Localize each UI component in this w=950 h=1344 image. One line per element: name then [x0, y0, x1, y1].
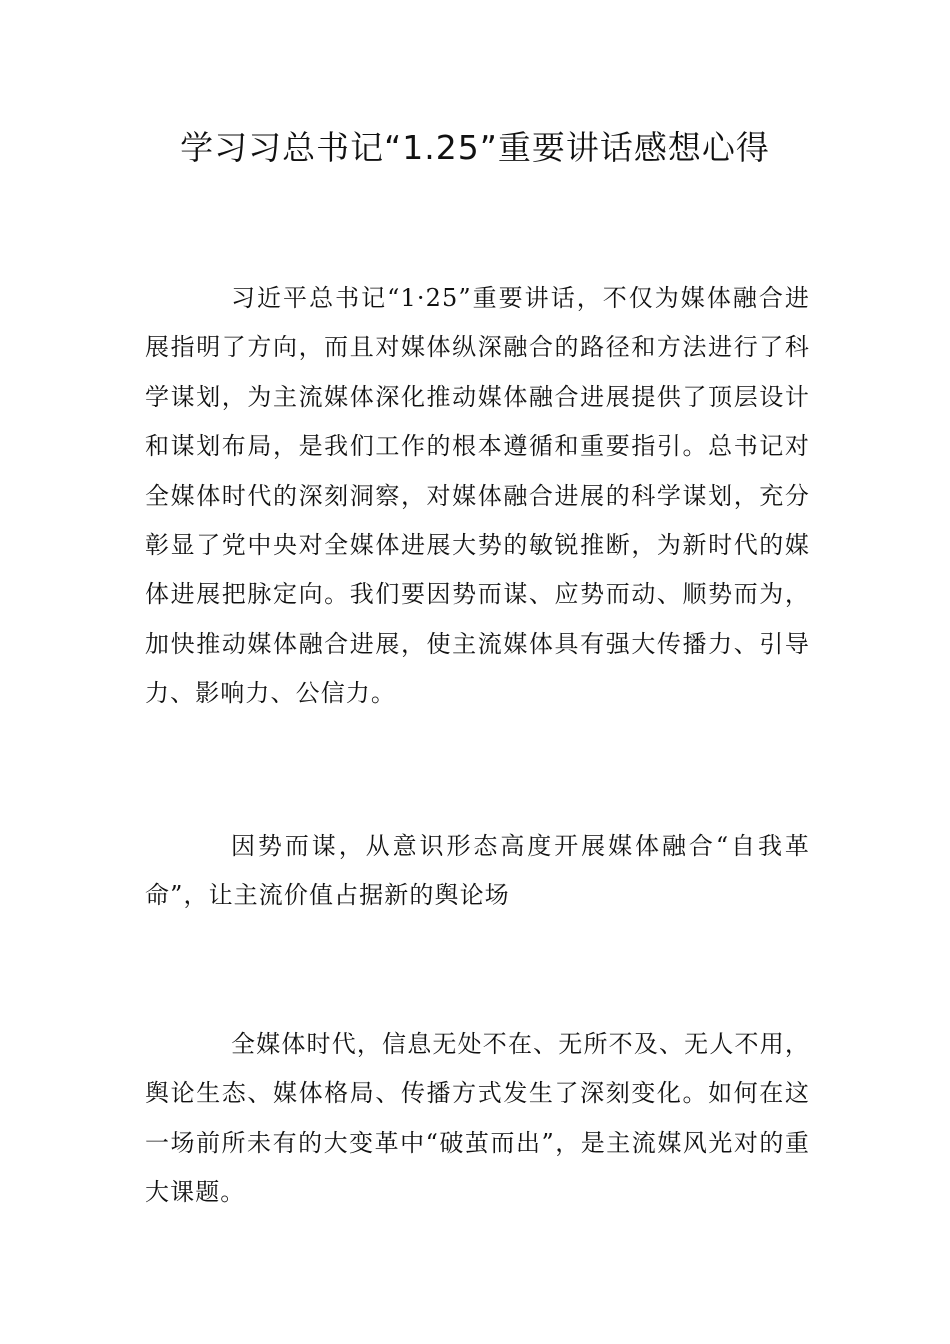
- document-title: 学习习总书记“1.25”重要讲话感想心得: [180, 128, 770, 167]
- paragraph-intro: 习近平总书记“1·25”重要讲话，不仅为媒体融合进展指明了方向，而且对媒体纵深融合的路径和方法进行了科学谋划，为主流媒体深化推动媒体融合进展提供了顶层设计和谋划布局，是我们工作的根本遵循和重要指引。总书记对全媒体时代的深刻洞察，对媒体融合进展的科学谋划，充分彰显了党中央对全媒体进展大势的敏锐推断，为新时代的媒体进展把脉定向。我们要因势而谋、应势而动、顺势而为，加快推动媒体融合进展，使主流媒体具有强大传播力、引导力、影响力、公信力。: [145, 284, 810, 708]
- paragraph-heading: 因势而谋，从意识形态高度开展媒体融合“自我革命”，让主流价值占据新的舆论场: [145, 832, 810, 910]
- paragraph-body: 全媒体时代，信息无处不在、无所不及、无人不用，舆论生态、媒体格局、传播方式发生了深刻变化。如何在这一场前所未有的大变革中“破茧而出”，是主流媒风光对的重大课题。: [145, 1030, 810, 1207]
